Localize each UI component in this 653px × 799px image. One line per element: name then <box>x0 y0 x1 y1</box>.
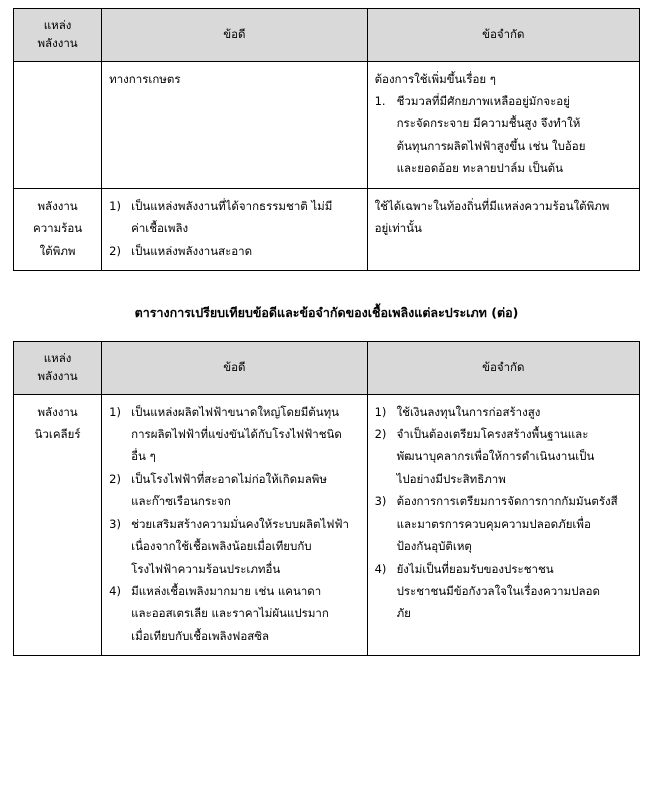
list-item <box>109 401 359 468</box>
list-text-line: การผลิตไฟฟ้าที่แข่งขันได้กับโรงไฟฟ้าชนิด <box>131 427 342 442</box>
list-item <box>375 558 632 625</box>
list-text-line: ประชาชนมีข้อกังวลใจในเรื่องความปลอด <box>396 584 600 598</box>
table-header-row <box>14 342 640 395</box>
list-text-line: ป้องกันอุบัติเหตุ <box>396 539 472 554</box>
list-text-line: ต้องการการเตรียมการจัดการกากกัมมันตรังสี <box>396 494 618 509</box>
list-item <box>375 423 632 490</box>
list-text-line: จำเป็นต้องเตรียมโครงสร้างพื้นฐานและ <box>396 427 589 442</box>
table-top-body <box>14 61 640 270</box>
list-text-line: ช่วยเสริมสร้างความมั่นคงให้ระบบผลิตไฟฟ้า <box>131 516 349 531</box>
header-pros: ข้อดี <box>102 342 367 395</box>
cell-cons <box>367 394 639 656</box>
energy-comparison-table-top <box>13 8 640 271</box>
list-item <box>109 468 359 513</box>
header-source-line1: แหล่ง <box>43 351 72 365</box>
list-text <box>131 468 359 513</box>
list-text-line: และออสเตรเลีย และราคาไม่ผันแปรมาก <box>131 606 329 621</box>
list-marker: 1) <box>374 404 387 419</box>
table-row <box>14 394 640 656</box>
energy-comparison-table-bottom <box>13 341 640 656</box>
list-text-line: และมาตรการควบคุมความปลอดภัยเพื่อ <box>396 516 591 531</box>
list-marker: 1. <box>374 94 386 109</box>
cell-source <box>14 188 102 270</box>
table-row <box>14 188 640 270</box>
list-text-line: ค่าเชื้อเพลิง <box>131 221 189 236</box>
cons-intro-line: ต้องการใช้เพิ่มขึ้นเรื่อย ๆ <box>374 71 496 86</box>
cell-pros <box>102 61 367 188</box>
list-text-line: โรงไฟฟ้าความร้อนประเภทอื่น <box>131 561 281 576</box>
list-text-line: พัฒนาบุคลากรเพื่อให้การดำเนินงานเป็น <box>396 449 595 464</box>
header-source <box>14 9 102 62</box>
list-marker: 2) <box>109 471 121 486</box>
list-text-line: เนื่องจากใช้เชื้อเพลิงน้อยเมื่อเทียบกับ <box>131 539 312 554</box>
list-text-line: ไปอย่างมีประสิทธิภาพ <box>396 471 506 486</box>
header-source-line2: พลังงาน <box>37 35 78 50</box>
pros-list <box>109 401 359 648</box>
cons-line: ใช้ได้เฉพาะในท้องถิ่นที่มีแหล่งความร้อนใต้พิภพ <box>374 198 610 213</box>
list-text-line: มีแหล่งเชื้อเพลิงมากมาย เช่น แคนาดา <box>131 584 322 598</box>
cell-pros <box>102 188 367 270</box>
list-text-line: ใช้เงินลงทุนในการก่อสร้างสูง <box>396 404 541 419</box>
list-text-line: ภัย <box>396 606 411 621</box>
list-text-line: และก๊าซเรือนกระจก <box>131 494 231 509</box>
cell-cons <box>367 188 639 270</box>
source-line: ใต้พิภพ <box>39 243 76 258</box>
list-text <box>131 401 359 468</box>
list-text-line: อื่น ๆ <box>131 449 156 464</box>
list-text-line: เป็นโรงไฟฟ้าที่สะอาดไม่ก่อให้เกิดมลพิษ <box>131 471 327 486</box>
list-text-line: เป็นแหล่งผลิตไฟฟ้าขนาดใหญ่โดยมีต้นทุน <box>131 404 340 419</box>
list-text-line: เป็นแหล่งพลังงานสะอาด <box>131 243 253 258</box>
section-title: ตารางการเปรียบเทียบข้อดีและข้อจำกัดของเชื้อเพลิงแต่ละประเภท (ต่อ) <box>134 305 519 320</box>
list-marker: 1) <box>109 404 121 419</box>
list-item <box>375 90 632 180</box>
list-marker: 1) <box>109 198 121 213</box>
list-item <box>109 240 359 262</box>
table-header-row <box>14 9 640 62</box>
list-item <box>109 195 359 240</box>
table-bottom-body <box>14 394 640 656</box>
source-line: พลังงาน <box>37 198 78 213</box>
list-item <box>375 401 632 423</box>
source-line: ความร้อน <box>33 221 83 236</box>
list-text <box>397 490 632 557</box>
list-text <box>131 580 359 647</box>
list-text <box>397 423 632 490</box>
list-text-line: ชีวมวลที่มีศักยภาพเหลืออยู่มักจะอยู่ <box>396 94 570 109</box>
table-row <box>14 61 640 188</box>
header-source-line1: แหล่ง <box>43 18 72 32</box>
header-source-line2: พลังงาน <box>37 368 78 383</box>
cell-source <box>14 394 102 656</box>
cons-line: อยู่เท่านั้น <box>374 221 422 236</box>
cons-list <box>375 90 632 180</box>
list-marker: 4) <box>109 584 121 598</box>
list-text <box>397 90 632 180</box>
list-text-line: และยอดอ้อย ทะลายปาล์ม เป็นต้น <box>396 161 563 176</box>
pros-list <box>109 195 359 262</box>
list-item <box>109 513 359 580</box>
pros-line: ทางการเกษตร <box>109 71 181 86</box>
list-text-line: เป็นแหล่งพลังงานที่ได้จากธรรมชาติ ไม่มี <box>131 198 333 213</box>
list-marker: 2) <box>374 427 387 442</box>
cell-source-empty <box>14 61 102 188</box>
header-pros: ข้อดี <box>102 9 367 62</box>
list-text <box>397 558 632 625</box>
list-text-line: ต้นทุนการผลิตไฟฟ้าสูงขึ้น เช่น ใบอ้อย <box>396 138 586 153</box>
source-line: พลังงาน <box>37 404 78 419</box>
header-cons: ข้อจำกัด <box>367 9 639 62</box>
cell-pros <box>102 394 367 656</box>
list-marker: 3) <box>374 494 387 509</box>
list-text-line: เมื่อเทียบกับเชื้อเพลิงฟอสซิล <box>131 628 270 643</box>
list-text <box>131 240 359 262</box>
list-item <box>109 580 359 647</box>
cons-list <box>375 401 632 625</box>
table-top-header <box>14 9 640 62</box>
header-cons: ข้อจำกัด <box>367 342 639 395</box>
list-text-line: กระจัดกระจาย มีความชื้นสูง จึงทำให้ <box>396 116 581 131</box>
list-text <box>131 513 359 580</box>
table-bottom-header <box>14 342 640 395</box>
list-text-line: ยังไม่เป็นที่ยอมรับของประชาชน <box>396 561 554 576</box>
list-text <box>397 401 632 423</box>
source-line: นิวเคลียร์ <box>34 427 81 442</box>
cell-cons <box>367 61 639 188</box>
header-source <box>14 342 102 395</box>
list-marker: 2) <box>109 243 121 258</box>
list-item <box>375 490 632 557</box>
list-marker: 3) <box>109 516 121 531</box>
list-marker: 4) <box>374 561 387 576</box>
list-text <box>131 195 359 240</box>
